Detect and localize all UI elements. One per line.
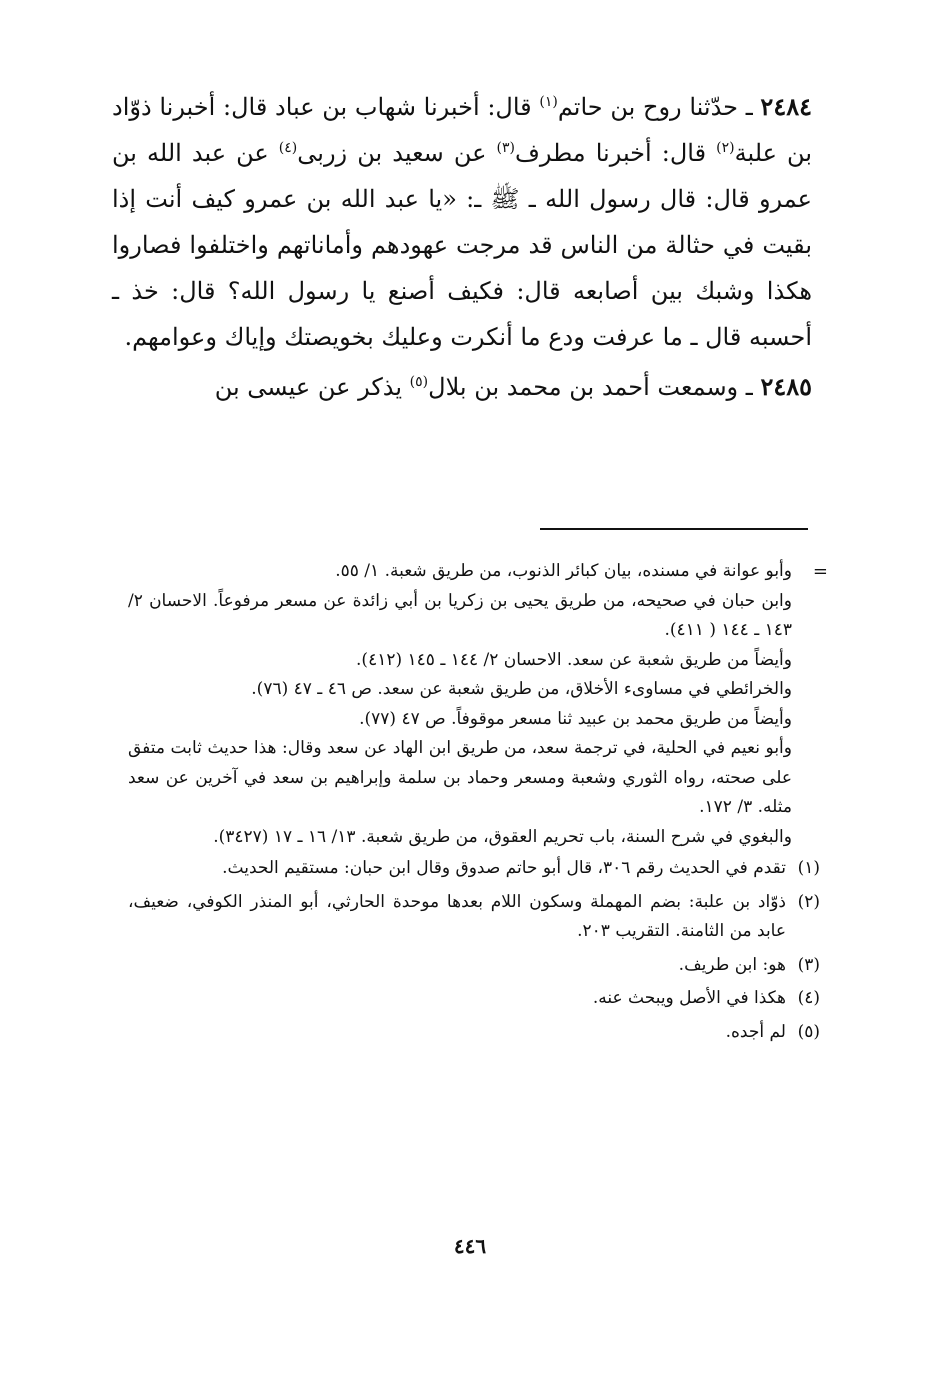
footnote-text: تقدم في الحديث رقم ٣٠٦، قال أبو حاتم صدوق وقال ابن حبان: مستقيم الحديث. <box>222 858 786 878</box>
hadith-separator: ـ <box>738 373 761 401</box>
footnote-text: لم أجده. <box>725 1021 786 1042</box>
footnote-divider <box>540 528 808 530</box>
continuation-marker: = <box>812 561 828 582</box>
hadith-text: قال: أخبرنا شهاب بن عباد قال: أخبرنا ذوّاد بن علبة <box>112 93 813 167</box>
footnote-ref: (١) <box>539 94 558 110</box>
footnote-text: هكذا في الأصل ويبحث عنه. <box>592 988 786 1008</box>
footnote-continued-line: والبغوي في شرح السنة، باب تحريم العقوق، من طريق شعبة. ١٣/ ١٦ ـ ١٧ (٣٤٢٧). <box>213 826 792 847</box>
hadith-separator: ـ <box>738 93 761 121</box>
footnote-continued-line: والخرائطي في مساوىء الأخلاق، من طريق شعبة عن سعد. ص ٤٦ ـ ٤٧ (٧٦). <box>251 679 792 699</box>
footnote-4 <box>128 984 820 1014</box>
footnote-text: هو: ابن طريف. <box>678 954 786 975</box>
hadith-2484 <box>112 84 812 360</box>
footnote-ref: (٣) <box>496 140 515 156</box>
hadith-2485 <box>112 364 812 410</box>
footnotes-block <box>128 557 828 1051</box>
footnote-continued-line: وابن حبان في صحيحه، من طريق يحيى بن زكريا بن أبي زائدة عن مسعر مرفوعاً. الاحسان ٢/ ١٤٣ ـ ١٤٤ ( ٤١١). <box>128 590 792 640</box>
footnote-number: (٥) <box>797 1021 820 1042</box>
hadith-text: قال: أخبرنا مطرف <box>514 139 717 167</box>
footnote-number: (١) <box>797 858 820 878</box>
footnote-ref: (٥) <box>409 374 429 390</box>
hadith-text: يذكر عن عيسى بن <box>214 373 410 401</box>
footnote-text: ذوّاد بن علبة: بضم المهملة وسكون اللام بعدها موحدة الحارثي، أبو المنذر الكوفي، ضعيف، عابد من الثامنة. التقريب ٢٠٣. <box>128 891 786 941</box>
main-text-block <box>112 84 812 414</box>
footnote-number: (٢) <box>797 891 820 912</box>
footnote-3 <box>128 951 820 981</box>
hadith-text: حدّثنا روح بن حاتم <box>557 93 738 121</box>
footnote-continued-line: وأبو نعيم في الحلية، في ترجمة سعد، من طريق ابن الهاد عن سعد وقال: هذا حديث ثابت متفق على صحته، رواه الثوري وشعبة ومسعر وحماد بن سلمة وإبراهيم بن سعد في آخرين عن سعد مثله. ٣/ ١٧٢. <box>128 738 792 817</box>
hadith-number: ٢٤٨٥ <box>760 372 812 401</box>
hadith-text: عن عبد الله بن عمرو قال: قال رسول الله ـ ﷺ ـ: «يا عبد الله بن عمرو كيف أنت إذا بقيت في حثالة من الناس قد مرجت عهودهم وأماناتهم واختلفوا فصاروا هكذا وشبك بين أصابعه قال: فكيف أصنع يا رسول الله؟ قال: خذ ـ أحسبه قال ـ ما عرفت ودع ما أنكرت وعليك بخويصتك وإياك وعوامهم. <box>112 139 812 351</box>
footnote-2 <box>128 888 820 947</box>
hadith-number: ٢٤٨٤ <box>760 92 812 121</box>
page-number: ٤٤٦ <box>453 1234 487 1258</box>
footnote-number: (٣) <box>797 954 820 975</box>
footnote-continued-line: وأبو عوانة في مسنده، بيان كبائر الذنوب، من طريق شعبة. ١/ ٥٥. <box>335 561 792 581</box>
footnote-ref: (٤) <box>278 140 298 156</box>
footnote-continued-line: وأيضاً من طريق شعبة عن سعد. الاحسان ٢/ ١٤٤ ـ ١٤٥ (٤١٢). <box>356 649 792 670</box>
hadith-text: وسمعت أحمد بن محمد بن بلال <box>428 373 739 401</box>
footnote-continued-line: وأيضاً من طريق محمد بن عبيد ثنا مسعر موقوفاً. ص ٤٧ (٧٧). <box>359 708 792 729</box>
footnote-1 <box>128 854 820 884</box>
hadith-text: عن سعيد بن زربى <box>297 139 497 167</box>
footnote-number: (٤) <box>797 988 820 1008</box>
footnote-ref: (٢) <box>716 140 735 156</box>
footnote-5 <box>128 1018 820 1048</box>
